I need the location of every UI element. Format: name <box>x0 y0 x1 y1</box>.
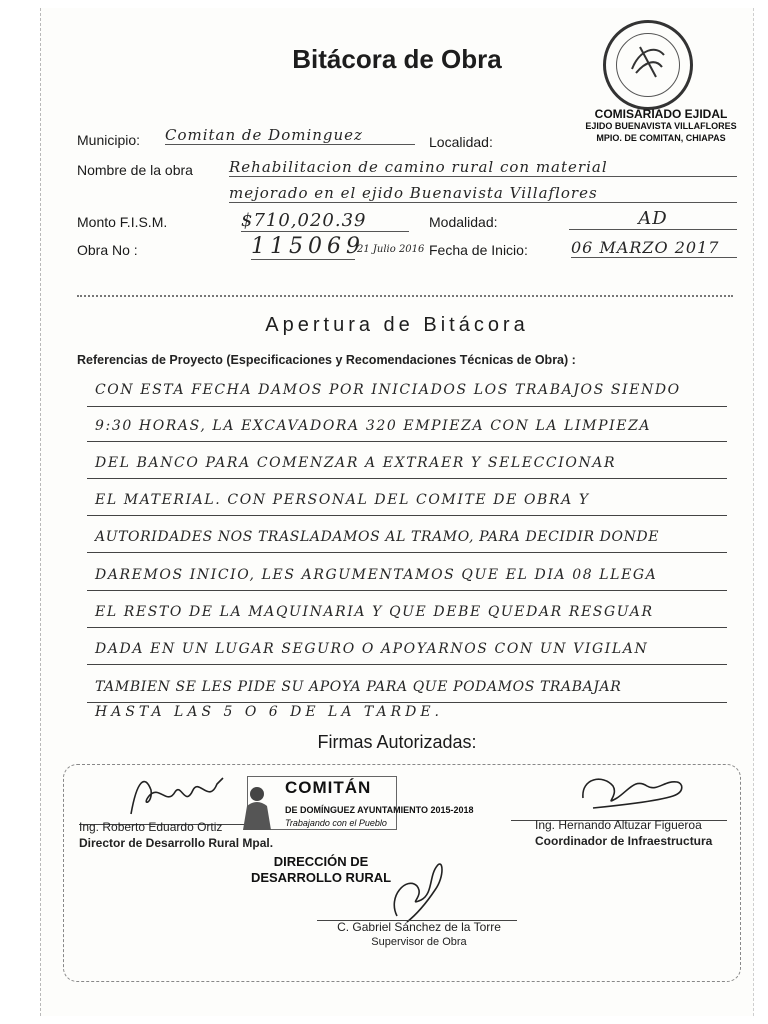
body-line: TAMBIEN SE LES PIDE SU APOYA PARA QUE PODAMOS TRABAJAR <box>95 679 622 695</box>
logbook-page <box>40 8 754 1016</box>
ejido-seal <box>603 20 693 110</box>
body-line: AUTORIDADES NOS TRASLADAMOS AL TRAMO, PARA DECIDIR DONDE <box>95 529 660 545</box>
signature-3-scribble <box>377 856 457 926</box>
references-label: Referencias de Proyecto (Especificaciones y Recomendaciones Técnicas de Obra) : <box>77 353 576 367</box>
body-line: CON ESTA FECHA DAMOS POR INICIADOS LOS TRABAJOS SIENDO <box>95 382 681 398</box>
ruled-line <box>87 515 727 516</box>
ruled-line <box>87 441 727 442</box>
ruled-line <box>87 627 727 628</box>
obra-no-label: Obra No : <box>77 242 138 258</box>
signatory-2-role: Coordinador de Infraestructura <box>535 834 713 848</box>
obra-no-value: 115069 <box>251 234 365 259</box>
signature-2-scribble <box>573 768 693 818</box>
nombre-obra-value-line-1: Rehabilitacion de camino rural con material <box>229 158 737 177</box>
body-line: EL MATERIAL. CON PERSONAL DEL COMITE DE OBRA Y <box>95 492 590 508</box>
ejido-seal-caption <box>571 108 751 144</box>
body-line: DADA EN UN LUGAR SEGURO O APOYARNOS CON UN VIGILAN <box>95 641 649 657</box>
body-line: EL RESTO DE LA MAQUINARIA Y QUE DEBE QUEDAR RESGUAR <box>95 604 654 620</box>
ruled-line <box>87 406 727 407</box>
seal-line-3: MPIO. DE COMITAN, CHIAPAS <box>596 133 726 143</box>
signatory-3-role: Supervisor de Obra <box>371 936 467 948</box>
direction-stamp-line-1: DIRECCIÓN DE <box>273 854 369 869</box>
document-title: Bitácora de Obra <box>292 44 502 74</box>
obra-no-date: 21 Julio 2016 <box>357 244 425 255</box>
monto-label: Monto F.I.S.M. <box>77 214 168 230</box>
monto-value: $710,020.39 <box>241 210 409 232</box>
signature-1-scribble <box>123 770 243 820</box>
seal-line-1: COMISARIADO EJIDAL <box>594 107 728 121</box>
stamp-figure-icon <box>237 784 277 832</box>
modalidad-value: AD <box>569 208 737 230</box>
body-line: DAREMOS INICIO, LES ARGUMENTAMOS QUE EL DIA 08 LLEGA <box>95 567 658 583</box>
ruled-line <box>87 478 727 479</box>
section-title: Apertura de Bitácora <box>265 314 529 336</box>
signatory-1-name: Ing. Roberto Eduardo Ortiz <box>79 820 223 834</box>
seal-line-2: EJIDO BUENAVISTA VILLAFLORES <box>585 121 737 131</box>
localidad-label: Localidad: <box>429 134 493 150</box>
fecha-inicio-label: Fecha de Inicio: <box>429 242 528 258</box>
modalidad-label: Modalidad: <box>429 214 498 230</box>
fecha-inicio-value: 06 MARZO 2017 <box>571 238 737 258</box>
direction-stamp-line-2: DESARROLLO RURAL <box>250 870 392 885</box>
stamp-subtitle: DE DOMÍNGUEZ AYUNTAMIENTO 2015-2018 <box>285 805 474 815</box>
firmas-title: Firmas Autorizadas: <box>317 732 477 752</box>
ruled-line <box>87 590 727 591</box>
body-line: 9:30 HORAS, LA EXCAVADORA 320 EMPIEZA CON LA LIMPIEZA <box>95 418 652 434</box>
ruled-line <box>87 702 727 703</box>
stamp-motto: Trabajando con el Pueblo <box>285 818 387 828</box>
municipio-label: Municipio: <box>77 132 141 148</box>
signatory-3-name: C. Gabriel Sánchez de la Torre <box>337 920 501 934</box>
section-divider <box>77 295 733 297</box>
nombre-obra-label: Nombre de la obra <box>77 162 193 178</box>
nombre-obra-value-line-2: mejorado en el ejido Buenavista Villaflores <box>229 184 737 203</box>
ruled-line <box>87 664 727 665</box>
stamp-name: COMITÁN <box>285 778 372 797</box>
ruled-line <box>87 552 727 553</box>
signatory-1-role: Director de Desarrollo Rural Mpal. <box>79 836 274 850</box>
municipio-value: Comitan de Dominguez <box>165 126 415 145</box>
body-line: DEL BANCO PARA COMENZAR A EXTRAER Y SELECCIONAR <box>95 455 617 471</box>
body-line: HASTA LAS 5 O 6 DE LA TARDE. <box>95 704 444 720</box>
signatory-2-name: Ing. Hernando Altuzar Figueroa <box>535 818 702 832</box>
